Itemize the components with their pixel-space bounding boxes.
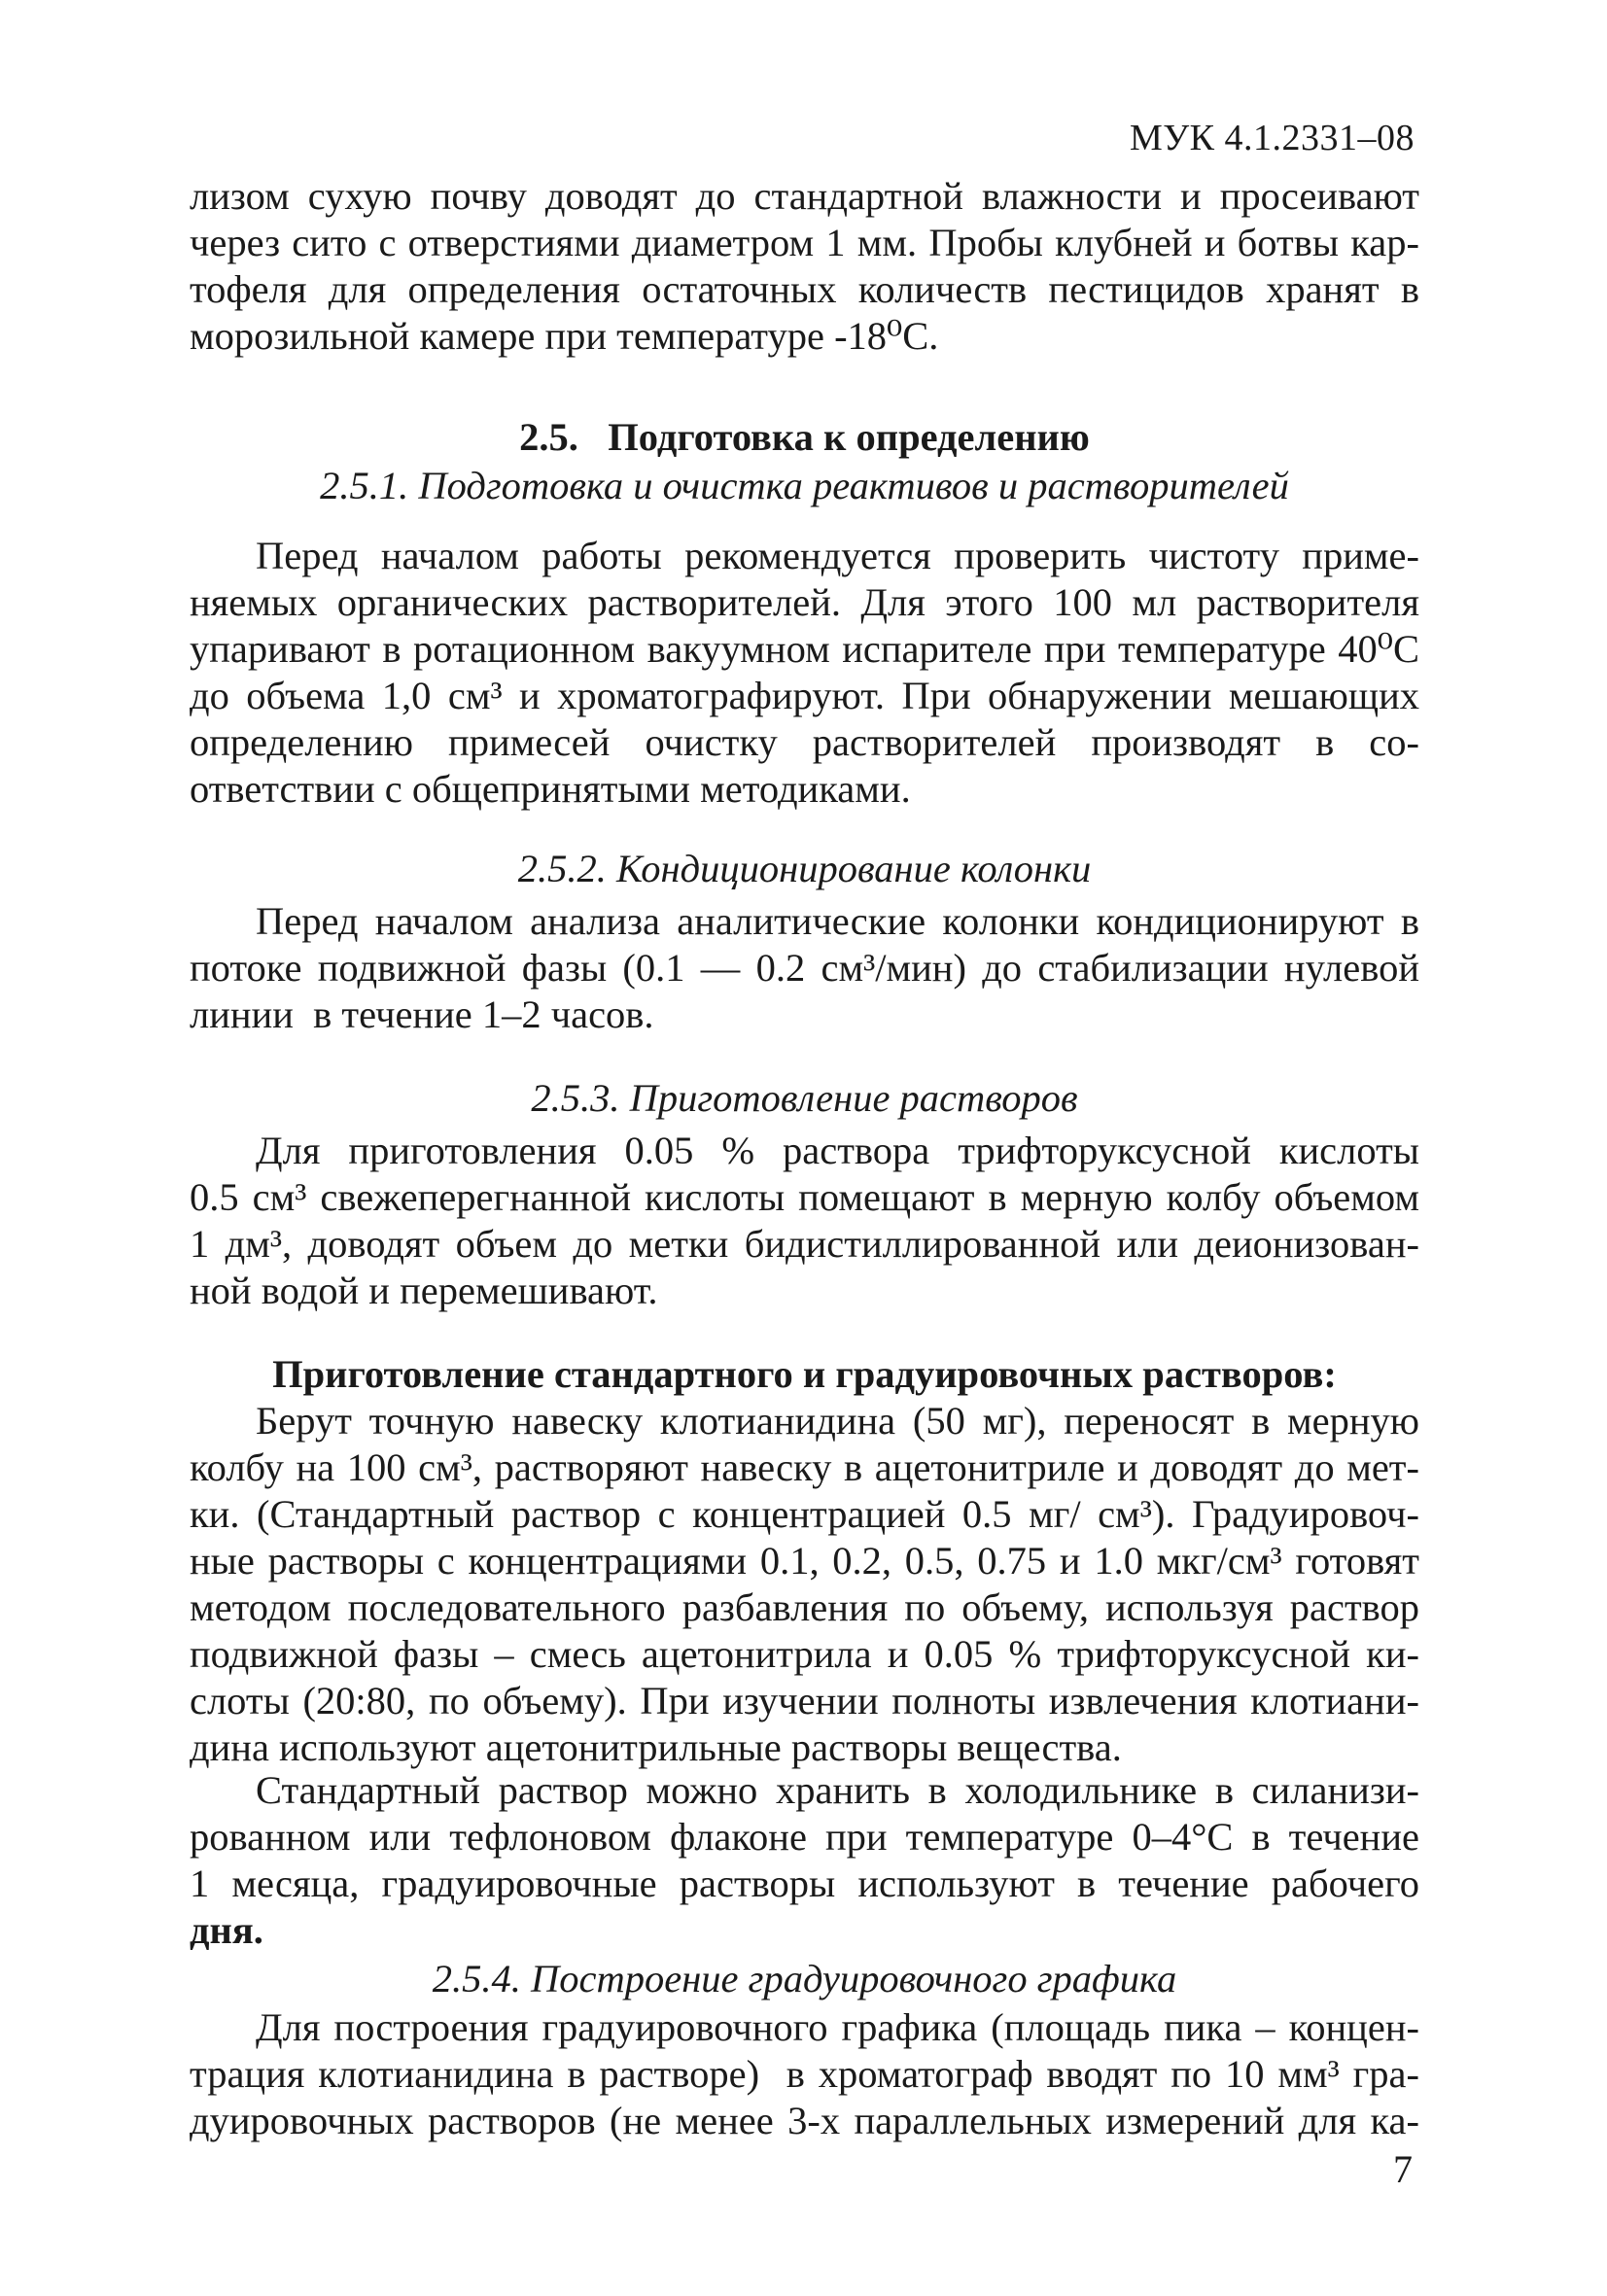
document-code-header: МУК 4.1.2331–08 (1129, 118, 1415, 158)
text-line: Перед началом анализа аналитические колонки кондиционируют в (256, 899, 1419, 943)
text-line: дня. (190, 1908, 263, 1952)
paragraph-2-5-1 (190, 533, 1419, 813)
page-number: 7 (1393, 2147, 1413, 2191)
text-line: определению примесей очистку растворителей производят в со- (190, 720, 1419, 764)
text-line: линии в течение 1–2 часов. (190, 992, 654, 1036)
text-line: подвижной фазы – смесь ацетонитрила и 0.05 % трифторуксусной ки- (190, 1632, 1419, 1676)
text-line: потоке подвижной фазы (0.1 — 0.2 см³/мин) до стабилизации нулевой (190, 946, 1419, 990)
paragraph-standard-solutions (190, 1398, 1419, 1771)
text-line: лизом сухую почву доводят до стандартной влажности и просеивают (190, 174, 1419, 218)
text-line: ные растворы с концентрациями 0.1, 0.2, 0.5, 0.75 и 1.0 мкг/см³ готовят (190, 1539, 1419, 1583)
text-line: трация клотианидина в растворе) в хроматограф вводят по 10 мм³ гра- (190, 2052, 1419, 2096)
intro-paragraph (190, 173, 1419, 360)
section-title-2-5: 2.5. Подготовка к определению (519, 415, 1090, 459)
text-line: Для приготовления 0.05 % раствора трифторуксусной кислоты (256, 1129, 1419, 1172)
text-line: Стандартный раствор можно хранить в холодильнике в силанизи- (256, 1768, 1419, 1812)
text-line: рованном или тефлоновом флаконе при температуре 0–4°С в течение (190, 1815, 1419, 1859)
text-line: дуировочных растворов (не менее 3-х параллельных измерений для ка- (190, 2099, 1419, 2142)
text-line: ки. (Стандартный раствор с концентрацией 0.5 мг/ см³). Градуировоч- (190, 1492, 1419, 1536)
subsection-title-2-5-1: 2.5.1. Подготовка и очистка реактивов и растворителей (320, 464, 1289, 507)
text-line: упаривают в ротационном вакуумном испарителе при температуре 40⁰С (190, 627, 1419, 671)
text-line: колбу на 100 см³, растворяют навеску в ацетонитриле и доводят до мет- (190, 1445, 1419, 1489)
text-line: слоты (20:80, по объему). При изучении полноты извлечения клотиани- (190, 1679, 1419, 1722)
text-line: дина используют ацетонитрильные растворы вещества. (190, 1725, 1122, 1769)
text-line: 1 месяца, градуировочные растворы используют в течение рабочего (190, 1861, 1419, 1905)
subsection-title-2-5-2: 2.5.2. Кондиционирование колонки (517, 847, 1092, 890)
text-line: 1 дм³, доводят объем до метки бидистиллированной или деионизован- (190, 1222, 1419, 1266)
text-line: до объема 1,0 см³ и хроматографируют. При обнаружении мешающих (190, 674, 1419, 717)
paragraph-2-5-3 (190, 1128, 1419, 1314)
text-line: методом последовательного разбавления по объему, используя раствор (190, 1585, 1419, 1629)
paragraph-2-5-2 (190, 898, 1419, 1038)
text-line: Берут точную навеску клотианидина (50 мг), переносят в мерную (256, 1399, 1419, 1443)
paragraph-2-5-4 (190, 2004, 1419, 2144)
standard-solutions-title: Приготовление стандартного и градуировочных растворов: (272, 1352, 1337, 1396)
paragraph-storage (190, 1767, 1419, 1954)
text-line: няемых органических растворителей. Для этого 100 мл растворителя (190, 580, 1419, 624)
text-line: 0.5 см³ свежеперегнанной кислоты помещают в мерную колбу объемом (190, 1175, 1419, 1219)
text-line: через сито с отверстиями диаметром 1 мм. Пробы клубней и ботвы кар- (190, 221, 1419, 264)
text-line: тофеля для определения остаточных количеств пестицидов хранят в (190, 267, 1419, 311)
subsection-title-2-5-4: 2.5.4. Построение градуировочного графика (432, 1957, 1177, 2000)
text-line: Для построения градуировочного графика (площадь пика – концен- (256, 2005, 1419, 2049)
text-line: Перед началом работы рекомендуется проверить чистоту приме- (256, 534, 1419, 577)
text-line: ной водой и перемешивают. (190, 1269, 658, 1312)
text-line: морозильной камере при температуре -18⁰С. (190, 314, 939, 358)
text-line: ответствии с общепринятыми методиками. (190, 767, 911, 811)
subsection-title-2-5-3: 2.5.3. Приготовление растворов (531, 1076, 1078, 1120)
